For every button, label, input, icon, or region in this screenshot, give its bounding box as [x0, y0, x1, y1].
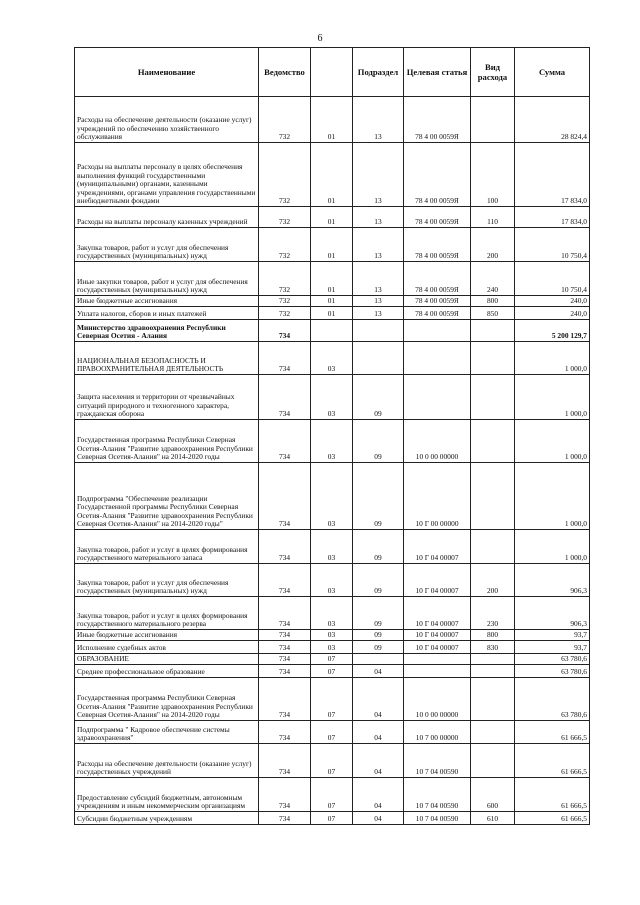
- cell-target: 10 7 00 00000: [404, 721, 471, 744]
- cell-name: Подпрограмма " Кадровое обеспечение системы здравоохранения": [75, 721, 259, 744]
- cell-name: Уплата налогов, сборов и иных платежей: [75, 307, 259, 320]
- cell-section: 01: [311, 143, 353, 207]
- header-sum: Сумма: [515, 48, 590, 97]
- cell-section: 01: [311, 307, 353, 320]
- cell-sum: 1 000,0: [515, 530, 590, 564]
- cell-section: 01: [311, 296, 353, 307]
- table-row: [75, 320, 590, 342]
- cell-sum: 1 000,0: [515, 375, 590, 420]
- cell-section: 07: [311, 721, 353, 744]
- cell-dept: 734: [259, 342, 311, 375]
- cell-subsection: 04: [353, 678, 404, 721]
- cell-dept: 734: [259, 654, 311, 665]
- cell-name: Закупка товаров, работ и услуг в целях формирования государственного материального запаса: [75, 530, 259, 564]
- cell-type: 610: [471, 812, 515, 825]
- cell-subsection: 13: [353, 97, 404, 143]
- cell-type: [471, 721, 515, 744]
- cell-sum: 17 834,0: [515, 143, 590, 207]
- cell-section: 03: [311, 420, 353, 463]
- cell-sum: 61 666,5: [515, 812, 590, 825]
- table-row: [75, 530, 590, 564]
- cell-target: 10 7 04 00590: [404, 778, 471, 812]
- cell-sum: 1 000,0: [515, 420, 590, 463]
- cell-dept: 734: [259, 420, 311, 463]
- cell-section: 01: [311, 228, 353, 262]
- cell-section: 03: [311, 530, 353, 564]
- cell-target: [404, 342, 471, 375]
- cell-sum: 240,0: [515, 307, 590, 320]
- cell-target: 78 4 00 0059Я: [404, 307, 471, 320]
- cell-name: Закупка товаров, работ и услуг для обеспечения государственных (муниципальных) нужд: [75, 564, 259, 597]
- cell-target: [404, 665, 471, 678]
- table-row: [75, 262, 590, 296]
- table-row: [75, 721, 590, 744]
- cell-target: 10 7 04 00590: [404, 812, 471, 825]
- cell-name: Расходы на выплаты персоналу казенных учреждений: [75, 207, 259, 228]
- cell-dept: 732: [259, 296, 311, 307]
- cell-subsection: 13: [353, 262, 404, 296]
- cell-dept: 732: [259, 207, 311, 228]
- cell-target: 10 Г 04 00007: [404, 630, 471, 641]
- cell-type: [471, 665, 515, 678]
- table-row: [75, 296, 590, 307]
- cell-name: НАЦИОНАЛЬНАЯ БЕЗОПАСНОСТЬ И ПРАВООХРАНИТЕЛЬНАЯ ДЕЯТЕЛЬНОСТЬ: [75, 342, 259, 375]
- budget-table: [74, 47, 590, 825]
- header-name: Наименование: [75, 48, 259, 97]
- cell-dept: 734: [259, 463, 311, 530]
- cell-sum: 28 824,4: [515, 97, 590, 143]
- cell-target: 78 4 00 0059Я: [404, 97, 471, 143]
- table-row: [75, 307, 590, 320]
- cell-section: 03: [311, 463, 353, 530]
- cell-subsection: [353, 654, 404, 665]
- cell-type: 110: [471, 207, 515, 228]
- cell-dept: 732: [259, 228, 311, 262]
- cell-name: Исполнение судебных актов: [75, 641, 259, 654]
- cell-dept: 734: [259, 721, 311, 744]
- cell-subsection: 13: [353, 296, 404, 307]
- cell-subsection: 09: [353, 530, 404, 564]
- cell-subsection: 13: [353, 228, 404, 262]
- cell-type: [471, 320, 515, 342]
- cell-subsection: 09: [353, 463, 404, 530]
- cell-target: 10 0 00 00000: [404, 420, 471, 463]
- cell-sum: 63 780,6: [515, 654, 590, 665]
- cell-type: [471, 420, 515, 463]
- cell-dept: 734: [259, 630, 311, 641]
- cell-type: 800: [471, 296, 515, 307]
- cell-type: [471, 530, 515, 564]
- cell-subsection: 09: [353, 597, 404, 630]
- cell-type: [471, 97, 515, 143]
- cell-section: 07: [311, 744, 353, 778]
- cell-section: 03: [311, 342, 353, 375]
- cell-sum: 63 780,6: [515, 678, 590, 721]
- cell-section: 03: [311, 630, 353, 641]
- cell-section: 03: [311, 641, 353, 654]
- cell-target: 78 4 00 0059Я: [404, 296, 471, 307]
- cell-section: 07: [311, 654, 353, 665]
- cell-dept: 734: [259, 564, 311, 597]
- cell-section: 03: [311, 375, 353, 420]
- table-row: [75, 597, 590, 630]
- cell-target: 10 Г 04 00007: [404, 530, 471, 564]
- table-row: [75, 564, 590, 597]
- cell-target: 10 Г 04 00007: [404, 597, 471, 630]
- cell-sum: 1 000,0: [515, 463, 590, 530]
- cell-name: Предоставление субсидий бюджетным, автономным учреждениям и иным некоммерческим организациям: [75, 778, 259, 812]
- cell-name: Государственная программа Республики Северная Осетия-Алания "Развитие здравоохранения Республики Северная Осетия-Алания" на 2014-2020 годы: [75, 678, 259, 721]
- cell-subsection: 04: [353, 665, 404, 678]
- header-dept: Ведомство: [259, 48, 311, 97]
- cell-sum: 5 200 129,7: [515, 320, 590, 342]
- cell-sum: 63 780,6: [515, 665, 590, 678]
- header-target: Целевая статья: [404, 48, 471, 97]
- cell-name: Государственная программа Республики Северная Осетия-Алания "Развитие здравоохранения Республики Северная Осетия-Алания" на 2014-2020 годы: [75, 420, 259, 463]
- cell-target: 78 4 00 0059Я: [404, 262, 471, 296]
- cell-section: 07: [311, 678, 353, 721]
- cell-dept: 734: [259, 678, 311, 721]
- cell-target: 10 7 04 00590: [404, 744, 471, 778]
- cell-target: 10 Г 00 00000: [404, 463, 471, 530]
- cell-type: 600: [471, 778, 515, 812]
- cell-name: Среднее профессиональное образование: [75, 665, 259, 678]
- cell-name: Расходы на обеспечение деятельности (оказание услуг) учреждений по обеспечению хозяйственного обслуживания: [75, 97, 259, 143]
- cell-dept: 734: [259, 375, 311, 420]
- cell-type: [471, 342, 515, 375]
- table-row: [75, 97, 590, 143]
- cell-name: Субсидии бюджетным учреждениям: [75, 812, 259, 825]
- table-row: [75, 678, 590, 721]
- table-row: [75, 420, 590, 463]
- cell-subsection: 09: [353, 564, 404, 597]
- table-row: [75, 375, 590, 420]
- cell-type: [471, 744, 515, 778]
- table-row: [75, 463, 590, 530]
- cell-section: 07: [311, 812, 353, 825]
- cell-dept: 734: [259, 778, 311, 812]
- table-row: [75, 778, 590, 812]
- cell-subsection: 09: [353, 420, 404, 463]
- table-row: [75, 654, 590, 665]
- cell-name: Расходы на выплаты персоналу в целях обеспечения выполнения функций государственными (муниципальными) органами, казенными учреждениями, органами управления государственными внебюджетными фондами: [75, 143, 259, 207]
- header-subsection: Подраздел: [353, 48, 404, 97]
- cell-sum: 906,3: [515, 564, 590, 597]
- cell-name: Иные бюджетные ассигнования: [75, 630, 259, 641]
- cell-subsection: 13: [353, 143, 404, 207]
- cell-name: Закупка товаров, работ и услуг для обеспечения государственных (муниципальных) нужд: [75, 228, 259, 262]
- cell-dept: 732: [259, 97, 311, 143]
- cell-dept: 734: [259, 320, 311, 342]
- cell-name: Министерство здравоохранения Республики Северная Осетия - Алания: [75, 320, 259, 342]
- cell-sum: 906,3: [515, 597, 590, 630]
- cell-target: [404, 320, 471, 342]
- cell-target: 78 4 00 0059Я: [404, 207, 471, 228]
- cell-sum: 61 666,5: [515, 744, 590, 778]
- page-number: 6: [317, 33, 323, 44]
- table-row: [75, 143, 590, 207]
- cell-name: ОБРАЗОВАНИЕ: [75, 654, 259, 665]
- cell-subsection: 04: [353, 812, 404, 825]
- cell-type: 240: [471, 262, 515, 296]
- cell-section: [311, 320, 353, 342]
- cell-sum: 17 834,0: [515, 207, 590, 228]
- cell-subsection: 04: [353, 721, 404, 744]
- cell-type: 230: [471, 597, 515, 630]
- cell-sum: 93,7: [515, 630, 590, 641]
- table-row: [75, 665, 590, 678]
- cell-dept: 734: [259, 744, 311, 778]
- cell-sum: 93,7: [515, 641, 590, 654]
- cell-name: Иные бюджетные ассигнования: [75, 296, 259, 307]
- header-type: Вид расхода: [471, 48, 515, 97]
- cell-dept: 732: [259, 262, 311, 296]
- cell-dept: 732: [259, 143, 311, 207]
- cell-type: 200: [471, 228, 515, 262]
- cell-dept: 734: [259, 641, 311, 654]
- table-row: [75, 228, 590, 262]
- cell-section: 03: [311, 564, 353, 597]
- cell-subsection: [353, 342, 404, 375]
- cell-subsection: [353, 320, 404, 342]
- cell-dept: 734: [259, 597, 311, 630]
- header-section: [311, 48, 353, 97]
- cell-dept: 734: [259, 530, 311, 564]
- cell-dept: 734: [259, 665, 311, 678]
- table-row: [75, 641, 590, 654]
- cell-subsection: 09: [353, 641, 404, 654]
- cell-target: [404, 375, 471, 420]
- cell-sum: 10 750,4: [515, 262, 590, 296]
- cell-sum: 240,0: [515, 296, 590, 307]
- cell-section: 07: [311, 665, 353, 678]
- cell-name: Подпрограмма "Обеспечение реализации Государственной программы Республики Северная Осетия-Алания "Развитие здравоохранения Республики Северная Осетия-Алания" на 2014-2020 годы": [75, 463, 259, 530]
- cell-dept: 734: [259, 812, 311, 825]
- cell-sum: 10 750,4: [515, 228, 590, 262]
- cell-name: Иные закупки товаров, работ и услуг для обеспечения государственных (муниципальных) нужд: [75, 262, 259, 296]
- cell-type: [471, 375, 515, 420]
- cell-subsection: 09: [353, 630, 404, 641]
- table-row: [75, 812, 590, 825]
- table-header-row: [75, 48, 590, 97]
- cell-type: 800: [471, 630, 515, 641]
- cell-subsection: 04: [353, 778, 404, 812]
- cell-target: 10 Г 04 00007: [404, 564, 471, 597]
- table-row: [75, 207, 590, 228]
- cell-section: 01: [311, 207, 353, 228]
- cell-type: [471, 463, 515, 530]
- cell-name: Защита населения и территории от чрезвычайных ситуаций природного и техногенного характера, гражданская оборона: [75, 375, 259, 420]
- cell-subsection: 04: [353, 744, 404, 778]
- cell-type: [471, 678, 515, 721]
- cell-section: 07: [311, 778, 353, 812]
- cell-subsection: 13: [353, 207, 404, 228]
- cell-name: Расходы на обеспечение деятельности (оказание услуг) государственных учреждений: [75, 744, 259, 778]
- cell-sum: 61 666,5: [515, 721, 590, 744]
- cell-dept: 732: [259, 307, 311, 320]
- cell-section: 01: [311, 97, 353, 143]
- cell-section: 01: [311, 262, 353, 296]
- table-row: [75, 342, 590, 375]
- cell-target: 78 4 00 0059Я: [404, 228, 471, 262]
- cell-section: 03: [311, 597, 353, 630]
- table-row: [75, 744, 590, 778]
- cell-type: 830: [471, 641, 515, 654]
- cell-type: 850: [471, 307, 515, 320]
- cell-sum: 1 000,0: [515, 342, 590, 375]
- cell-subsection: 09: [353, 375, 404, 420]
- table-body: [75, 97, 590, 825]
- table-row: [75, 630, 590, 641]
- cell-name: Закупка товаров, работ и услуг в целях формирования государственного материального резерва: [75, 597, 259, 630]
- cell-subsection: 13: [353, 307, 404, 320]
- cell-type: 100: [471, 143, 515, 207]
- cell-type: 200: [471, 564, 515, 597]
- cell-sum: 61 666,5: [515, 778, 590, 812]
- cell-target: [404, 654, 471, 665]
- cell-type: [471, 654, 515, 665]
- cell-target: 10 0 00 00000: [404, 678, 471, 721]
- cell-target: 78 4 00 0059Я: [404, 143, 471, 207]
- cell-target: 10 Г 04 00007: [404, 641, 471, 654]
